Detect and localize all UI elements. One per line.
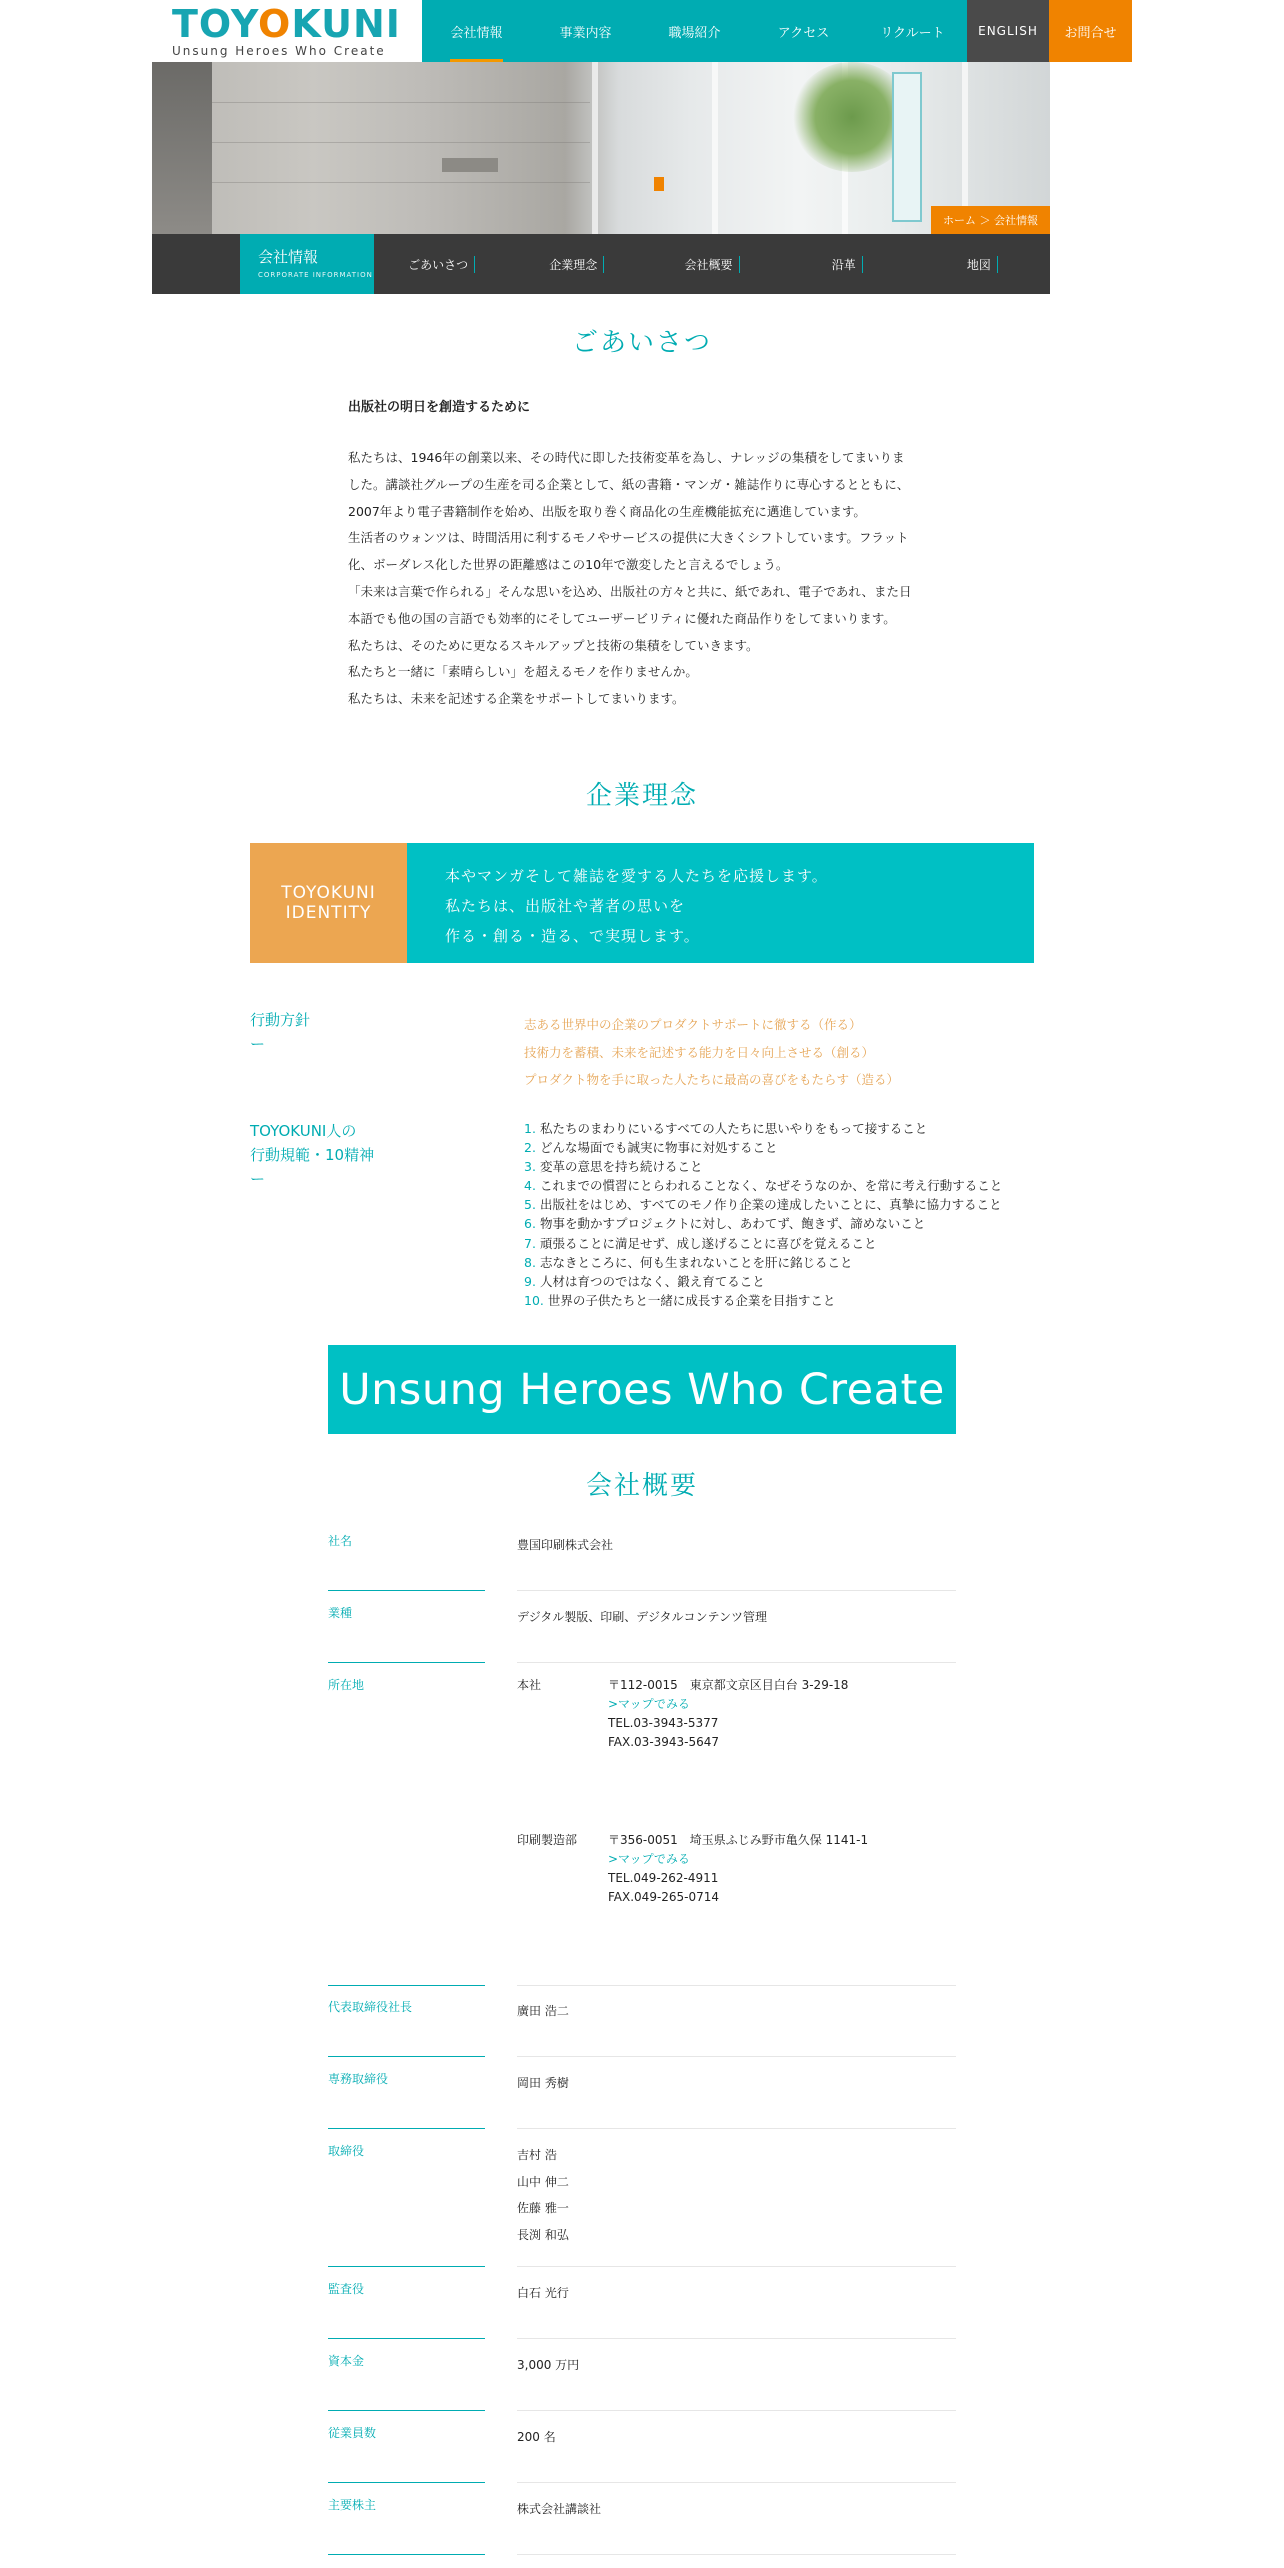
subnav-philosophy-label: 企業理念 <box>549 256 604 273</box>
policy-item: 志ある世界中の企業のプロダクトサポートに徹する（作る） <box>524 1017 862 1032</box>
hero-decor <box>712 62 718 234</box>
greeting-line: 本語でも他の国の言語でも効率的にそしてユーザービリティに優れた商品作りをしてまいります。 <box>348 610 896 626</box>
director-name: 長渕 和弘 <box>517 2227 569 2242</box>
spirit-text: 物事を動かすプロジェクトに対し、あわてず、飽きず、諦めないこと <box>539 1216 926 1232</box>
profile-key: 取締役 <box>328 2144 365 2158</box>
row-divider <box>328 1985 485 1986</box>
identity-line: 本やマンガそして雑誌を愛する人たちを応援します。 <box>445 867 828 885</box>
list-item <box>524 1119 1002 1138</box>
subnav-history-label: 沿革 <box>832 256 863 273</box>
identity-text <box>445 861 828 951</box>
director-name: 吉村 浩 <box>517 2148 557 2162</box>
plant-tel: TEL.049-262-4911 <box>608 1871 719 1885</box>
logo-text: TOYOKUNI <box>172 2 401 46</box>
subnav-profile[interactable] <box>644 234 779 294</box>
breadcrumb[interactable]: ホーム ＞ 会社情報 <box>931 206 1050 234</box>
hq-address <box>608 1676 848 1752</box>
spirit-num: 4. <box>524 1178 536 1194</box>
plant-address-line: 〒356-0051 埼玉県ふじみ野市亀久保 1141-1 <box>608 1833 869 1847</box>
nav-recruit[interactable]: リクルート <box>880 25 945 41</box>
subnav-links <box>374 234 1050 294</box>
row-divider <box>517 1590 956 1591</box>
greeting-line: した。講談社グループの生産を司る企業として、紙の書籍・マンガ・雑誌作りに専心するとともに、 <box>348 476 910 492</box>
philosophy-title: 企業理念 <box>585 781 698 811</box>
spirit-num: 9. <box>524 1273 536 1289</box>
greeting-line: 「未来は言葉で作られる」そんな思いを込め、出版社の方々と共に、紙であれ、電子であれ、また日 <box>348 583 912 599</box>
policy-label <box>250 1008 310 1056</box>
profile-key: 社名 <box>328 1534 353 1548</box>
greeting-line: 生活者のウォンツは、時間活用に利するモノやサービスの提供に大きくシフトしています。フラット <box>348 530 909 546</box>
subnav-title-en: CORPORATE INFORMATION <box>258 271 373 279</box>
profile-value: 3,000 万円 <box>517 2358 580 2372</box>
spirit-label-line: 行動規範・10精神 <box>250 1146 375 1164</box>
hero-decor <box>892 72 922 222</box>
hq-tel: TEL.03-3943-5377 <box>608 1716 719 1730</box>
spirit-num: 2. <box>524 1140 536 1156</box>
hero-image <box>152 62 1050 234</box>
identity-label-line: IDENTITY <box>285 903 372 923</box>
plant-fax: FAX.049-265-0714 <box>608 1890 720 1904</box>
profile-value: 廣田 浩二 <box>517 2004 569 2018</box>
row-divider <box>517 2128 956 2129</box>
spirit-label <box>250 1119 374 1191</box>
row-divider <box>328 2056 485 2057</box>
policy-label-line: ー <box>250 1035 266 1053</box>
spirit-text: これまでの慣習にとらわれることなく、なぜそうなのか、を常に考え行動すること <box>539 1178 1003 1194</box>
row-divider <box>517 1985 956 1986</box>
profile-key: 専務取締役 <box>328 2072 389 2086</box>
hq-map-link[interactable]: >マップでみる <box>608 1697 690 1711</box>
row-divider <box>328 2128 485 2129</box>
profile-value: デジタル製版、印刷、デジタルコンテンツ管理 <box>517 1610 767 1624</box>
spirit-text: 変革の意思を持ち続けること <box>539 1159 703 1175</box>
row-divider <box>517 2266 956 2267</box>
hero-decor <box>152 62 212 234</box>
subnav-greeting[interactable] <box>374 234 509 294</box>
policy-item: プロダクト物を手に取った人たちに最高の喜びをもたらす（造る） <box>524 1072 900 1087</box>
profile-key: 代表取締役社長 <box>328 2000 413 2014</box>
profile-value: 豊国印刷株式会社 <box>517 1538 614 1552</box>
list-item <box>524 1195 1002 1214</box>
profile-key: 監査役 <box>328 2282 365 2296</box>
director-name: 山中 伸二 <box>517 2174 569 2189</box>
site-header <box>152 0 1132 62</box>
spirit-num: 7. <box>524 1235 536 1251</box>
policy-list <box>524 1011 899 1094</box>
subnav-history[interactable] <box>780 234 915 294</box>
profile-value: 200 名 <box>517 2430 556 2444</box>
global-nav <box>422 0 967 62</box>
spirit-text: 志なきところに、何も生まれないことを肝に銘じること <box>539 1254 853 1270</box>
spirit-num: 1. <box>524 1121 536 1136</box>
policy-label-line: 行動方針 <box>250 1011 311 1029</box>
greeting-line: 2007年より電子書籍制作を始め、出版を取り巻く商品化の生産機能拡充に邁進しています。 <box>348 503 866 519</box>
list-item <box>524 1157 1002 1176</box>
profile-key: 業種 <box>328 1606 353 1620</box>
profile-value: 岡田 秀樹 <box>517 2076 569 2090</box>
logo-accent-letter: O <box>258 2 292 46</box>
identity-line: 作る・創る・造る、で実現します。 <box>445 927 700 945</box>
spirit-num: 6. <box>524 1216 536 1232</box>
hero-decor <box>654 177 664 191</box>
row-divider <box>517 2338 956 2339</box>
hq-address-line: 〒112-0015 東京都文京区目白台 3-29-18 <box>608 1678 849 1692</box>
list-item <box>524 1138 1002 1157</box>
greeting-line: 私たちは、未来を記述する企業をサポートしてまいります。 <box>348 691 685 707</box>
greeting-heading: 出版社の明日を創造するために <box>348 400 531 415</box>
slogan-banner: Unsung Heroes Who Create <box>328 1345 956 1434</box>
directors-list <box>517 2142 569 2248</box>
english-button[interactable]: ENGLISH <box>967 0 1049 62</box>
nav-company[interactable]: 会社情報 <box>422 0 531 62</box>
subnav-map[interactable] <box>915 234 1050 294</box>
row-divider <box>328 2554 485 2555</box>
spirit-list <box>524 1119 1002 1310</box>
spirit-text: 頑張ることに満足せず、成し遂げることに喜びを覚えること <box>539 1235 877 1251</box>
profile-key: 所在地 <box>328 1678 365 1692</box>
greeting-line: 私たちは、1946年の創業以来、その時代に即した技術変革を為し、ナレッジの集積をしてまいりま <box>348 450 905 465</box>
spirit-num: 5. <box>524 1197 536 1213</box>
profile-title: 会社概要 <box>585 1471 698 1501</box>
profile-key: 主要株主 <box>328 2498 377 2512</box>
greeting-line: 私たちは、そのために更なるスキルアップと技術の集積をしていきます。 <box>348 637 759 653</box>
profile-key: 従業員数 <box>328 2426 377 2440</box>
identity-label <box>250 843 407 963</box>
contact-button[interactable]: お問合せ <box>1049 0 1132 62</box>
sub-nav <box>152 234 1050 294</box>
site-logo[interactable] <box>172 4 412 60</box>
spirit-num: 3. <box>524 1159 536 1175</box>
nav-workplace[interactable]: 職場紹介 <box>668 25 721 41</box>
list-item <box>524 1176 1002 1195</box>
plant-map-link[interactable]: >マップでみる <box>608 1852 690 1866</box>
spirit-text: どんな場面でも誠実に物事に対処すること <box>539 1140 778 1156</box>
profile-value: 株式会社講談社 <box>517 2502 602 2516</box>
identity-box <box>250 843 1034 963</box>
row-divider <box>328 2266 485 2267</box>
spirit-text: 人材は育つのではなく、鍛え育てること <box>539 1273 765 1289</box>
row-divider <box>517 2056 956 2057</box>
subnav-philosophy[interactable] <box>509 234 644 294</box>
greeting-line: 化、ボーダレス化した世界の距離感はこの10年で激変したと言えるでしょう。 <box>348 557 789 573</box>
spirit-text: 出版社をはじめ、すべてのモノ作り企業の達成したいことに、真摯に協力すること <box>539 1197 1002 1213</box>
hero-decor <box>442 158 498 172</box>
policy-item: 技術力を蓄積、未来を記述する能力を日々向上させる（創る） <box>524 1044 875 1060</box>
hero-decor <box>592 62 598 234</box>
hq-label: 本社 <box>517 1678 542 1692</box>
row-divider <box>517 2410 956 2411</box>
subnav-profile-label: 会社概要 <box>685 256 740 273</box>
plant-address <box>608 1831 868 1907</box>
hq-fax: FAX.03-3943-5647 <box>608 1735 720 1749</box>
director-name: 佐藤 雅一 <box>517 2201 569 2215</box>
hero-decor <box>212 142 590 143</box>
hero-decor <box>212 102 590 103</box>
list-item <box>524 1214 1002 1233</box>
subnav-greeting-label: ごあいさつ <box>408 256 475 273</box>
spirit-label-line: ー <box>250 1170 266 1188</box>
row-divider <box>328 2338 485 2339</box>
plant-label: 印刷製造部 <box>517 1833 578 1847</box>
row-divider <box>328 1662 485 1663</box>
hero-decor <box>212 182 590 183</box>
row-divider <box>328 2482 485 2483</box>
logo-tagline: Unsung Heroes Who Create <box>172 44 386 58</box>
spirit-text: 私たちのまわりにいるすべての人たちに思いやりをもって接すること <box>539 1121 928 1136</box>
list-item <box>524 1234 1002 1253</box>
subnav-map-label: 地図 <box>967 256 998 273</box>
spirit-text: 世界の子供たちと一緒に成長する企業を目指すこと <box>547 1292 836 1308</box>
list-item <box>524 1272 1002 1291</box>
nav-business[interactable]: 事業内容 <box>559 25 612 41</box>
spirit-label-line: TOYOKUNI人の <box>250 1122 357 1140</box>
list-item <box>524 1291 1002 1310</box>
spirit-num: 10. <box>524 1292 544 1308</box>
list-item <box>524 1253 1002 1272</box>
identity-label-line: TOYOKUNI <box>281 883 376 903</box>
nav-access[interactable]: アクセス <box>777 25 830 41</box>
profile-value: 白石 光行 <box>517 2286 569 2300</box>
row-divider <box>328 2410 485 2411</box>
subnav-title-text: 会社情報 <box>258 248 319 266</box>
identity-line: 私たちは、出版社や著者の思いを <box>445 897 686 915</box>
spirit-num: 8. <box>524 1254 536 1270</box>
row-divider <box>517 2482 956 2483</box>
greeting-body <box>348 445 938 713</box>
greeting-line: 私たちと一緒に「素晴らしい」を超えるモノを作りませんか。 <box>348 664 698 680</box>
greeting-title: ごあいさつ <box>571 328 712 358</box>
row-divider <box>328 1590 485 1591</box>
profile-key: 資本金 <box>328 2354 365 2368</box>
row-divider <box>517 1662 956 1663</box>
subnav-title <box>240 234 374 294</box>
row-divider <box>517 2554 956 2555</box>
